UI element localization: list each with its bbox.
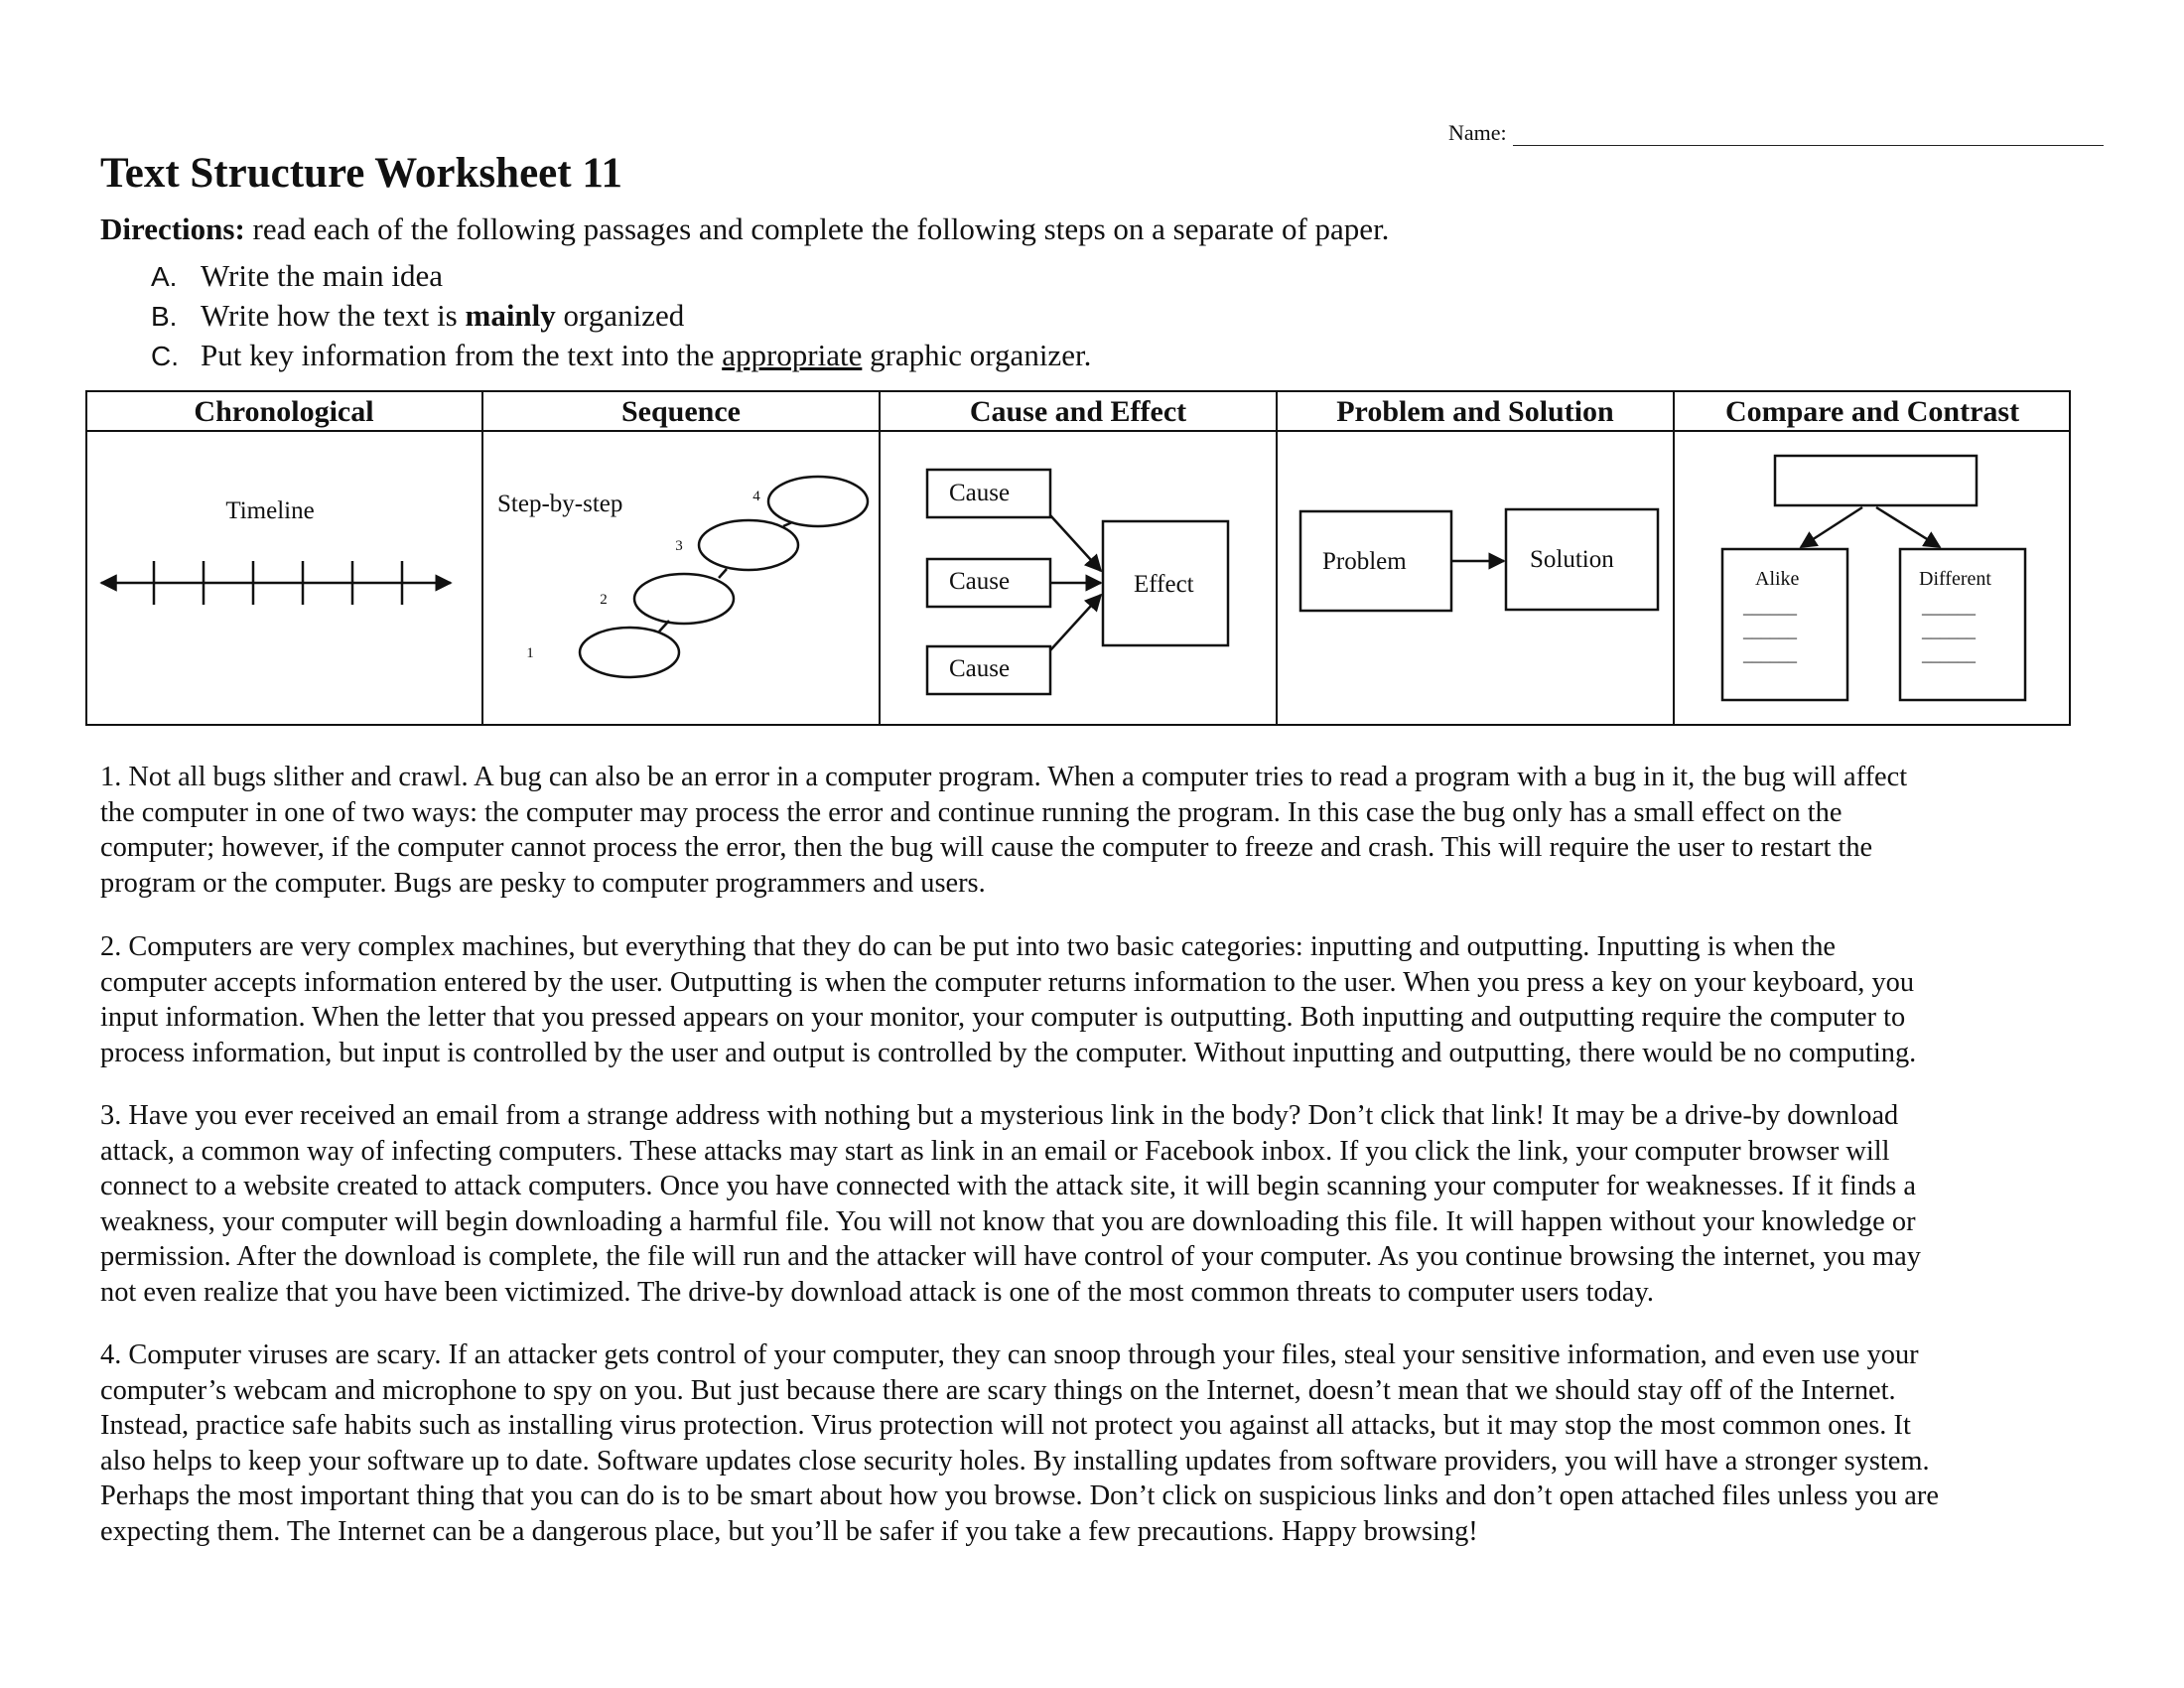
- step-text-underline: appropriate: [722, 338, 863, 372]
- header-sequence: Sequence: [621, 395, 741, 428]
- passage-line: 2. Computers are very complex machines, but everything that they do can be put into two basic categories: inputting and outputting. Inputting is when the: [100, 931, 1837, 962]
- directions-label: Directions:: [100, 211, 245, 246]
- passage-line: computer; however, if the computer cannot process the error, then the bug will cause the computer to freeze and crash. This will require the user to restart the: [100, 832, 1873, 863]
- organizers-svg: [85, 390, 2071, 726]
- problem-label: Problem: [1322, 548, 1407, 575]
- alike-label: Alike: [1755, 568, 1800, 590]
- graphic-organizers-table: [85, 390, 2071, 726]
- passage-line: permission. After the download is complete, the file will run and the attacker will have control of your computer. As you continue browsing the internet, you may: [100, 1241, 1921, 1272]
- passage-4: [100, 1337, 2116, 1549]
- header-chronological: Chronological: [194, 395, 374, 428]
- sequence-number-4: 4: [752, 489, 760, 504]
- cause-label-1: Cause: [949, 480, 1011, 506]
- alike-blank-1[interactable]: ______: [1743, 597, 1797, 617]
- directions: [100, 211, 1389, 247]
- passage-line: Perhaps the most important thing that you can do is to be smart about how you browse. Don’t click on suspicious links and don’t open attached files unless you are: [100, 1480, 1939, 1511]
- timeline-label: Timeline: [225, 497, 315, 524]
- passage-line: computer accepts information entered by the user. Outputting is when the computer returns information to the user. When you press a key on your keyboard, you: [100, 966, 1915, 998]
- passage-line: program or the computer. Bugs are pesky to computer programmers and users.: [100, 867, 986, 899]
- directions-text: read each of the following passages and complete the following steps on a separate of paper.: [244, 211, 1390, 246]
- name-blank-line[interactable]: [1513, 125, 2104, 146]
- passage-line: connect to a website created to attack computers. Once you have connected with the attack site, it will begin scanning your computer for weaknesses. If it finds a: [100, 1171, 1916, 1201]
- passage-1: [100, 760, 2116, 901]
- step-text-post: organized: [555, 298, 685, 333]
- different-blank-2[interactable]: ______: [1922, 621, 1976, 640]
- alike-blank-3[interactable]: ______: [1743, 644, 1797, 664]
- passage-2: [100, 929, 2116, 1070]
- step-a: [151, 256, 1091, 296]
- passage-line: Instead, practice safe habits such as installing virus protection. Virus protection will not protect you against all attacks, but it may stop the most common ones. It: [100, 1410, 1911, 1441]
- passage-line: process information, but input is controlled by the user and output is controlled by the computer. Without inputting and outputting, there would be no computing.: [100, 1037, 1917, 1068]
- problem-solution-organizer: [1300, 509, 1658, 611]
- passage-line: also helps to keep your software up to date. Software updates close security holes. By installing updates from software providers, you will have a stronger system.: [100, 1445, 1930, 1477]
- step-text: Write the main idea: [201, 258, 444, 293]
- solution-label: Solution: [1530, 546, 1614, 573]
- sequence-organizer: [497, 477, 868, 677]
- passage-line: expecting them. The Internet can be a dangerous place, but you’ll be safer if you take a few precautions. Happy browsing!: [100, 1515, 1478, 1547]
- passage-line: not even realize that you have been victimized. The drive-by download attack is one of the most common threats to computer users today.: [100, 1276, 1654, 1308]
- passage-line: 4. Computer viruses are scary. If an attacker gets control of your computer, they can snoop through your files, steal your sensitive information, and even use your: [100, 1339, 1919, 1370]
- passage-3: [100, 1098, 2116, 1310]
- step-text-bold: mainly: [465, 298, 556, 333]
- sequence-number-3: 3: [675, 538, 683, 554]
- table-border: [86, 391, 2070, 725]
- steps-list: [151, 256, 1091, 375]
- sequence-number-2: 2: [600, 592, 608, 608]
- different-blank-1[interactable]: ______: [1922, 597, 1976, 617]
- sequence-step-1: [580, 628, 679, 677]
- sequence-step-4: [768, 477, 868, 526]
- effect-label: Effect: [1134, 571, 1194, 598]
- step-letter: C.: [151, 341, 179, 371]
- sequence-step-2: [634, 574, 734, 624]
- step-letter: A.: [151, 261, 178, 292]
- step-letter: B.: [151, 301, 178, 332]
- sequence-number-1: 1: [526, 645, 534, 661]
- topic-box: [1775, 456, 1977, 505]
- passage-line: input information. When the letter that you pressed appears on your monitor, your computer is outputting. Both inputting and outputting require the computer to: [100, 1002, 1906, 1033]
- compare-contrast-organizer: [1722, 456, 2025, 700]
- passage-line: 1. Not all bugs slither and crawl. A bug can also be an error in a computer program. When a computer tries to read a program with a bug in it, the bug will affect: [100, 762, 1908, 792]
- worksheet-title: Text Structure Worksheet 11: [100, 150, 622, 197]
- different-label: Different: [1919, 568, 1991, 590]
- passage-line: computer’s webcam and microphone to spy on you. But just because there are scary things on the Internet, doesn’t mean that we should stay off of the Internet.: [100, 1374, 1896, 1406]
- passage-line: the computer in one of two ways: the computer may process the error and continue running the program. In this case the bug only has a small effect on the: [100, 796, 1843, 828]
- step-text-pre: Put key information from the text into the: [201, 338, 723, 372]
- header-problem-solution: Problem and Solution: [1336, 395, 1614, 428]
- sequence-label: Step-by-step: [497, 491, 623, 517]
- name-field[interactable]: [1448, 120, 2104, 146]
- step-text-pre: Write how the text is: [201, 298, 466, 333]
- passage-line: weakness, your computer will begin downloading a harmful file. You will not know that you are downloading this file. It will happen without your knowledge or: [100, 1205, 1916, 1237]
- cause-label-3: Cause: [949, 655, 1011, 682]
- alike-blank-2[interactable]: ______: [1743, 621, 1797, 640]
- name-label: Name:: [1448, 120, 1507, 145]
- passage-line: 3. Have you ever received an email from a strange address with nothing but a mysterious link in the body? Don’t click that link! It may be a drive-by download: [100, 1100, 1899, 1131]
- step-text-post: graphic organizer.: [862, 338, 1092, 372]
- step-c: [151, 336, 1091, 375]
- passage-line: attack, a common way of infecting computers. These attacks may start as link in an email or Facebook inbox. If you click the link, your computer browser will: [100, 1135, 1890, 1167]
- different-blank-3[interactable]: ______: [1922, 644, 1976, 664]
- sequence-step-3: [699, 520, 798, 570]
- step-b: [151, 296, 1091, 336]
- header-cause-effect: Cause and Effect: [969, 395, 1187, 428]
- header-compare-contrast: Compare and Contrast: [1724, 395, 2020, 428]
- cause-label-2: Cause: [949, 568, 1011, 595]
- cause-effect-organizer: [927, 470, 1228, 694]
- timeline-organizer: [101, 497, 451, 605]
